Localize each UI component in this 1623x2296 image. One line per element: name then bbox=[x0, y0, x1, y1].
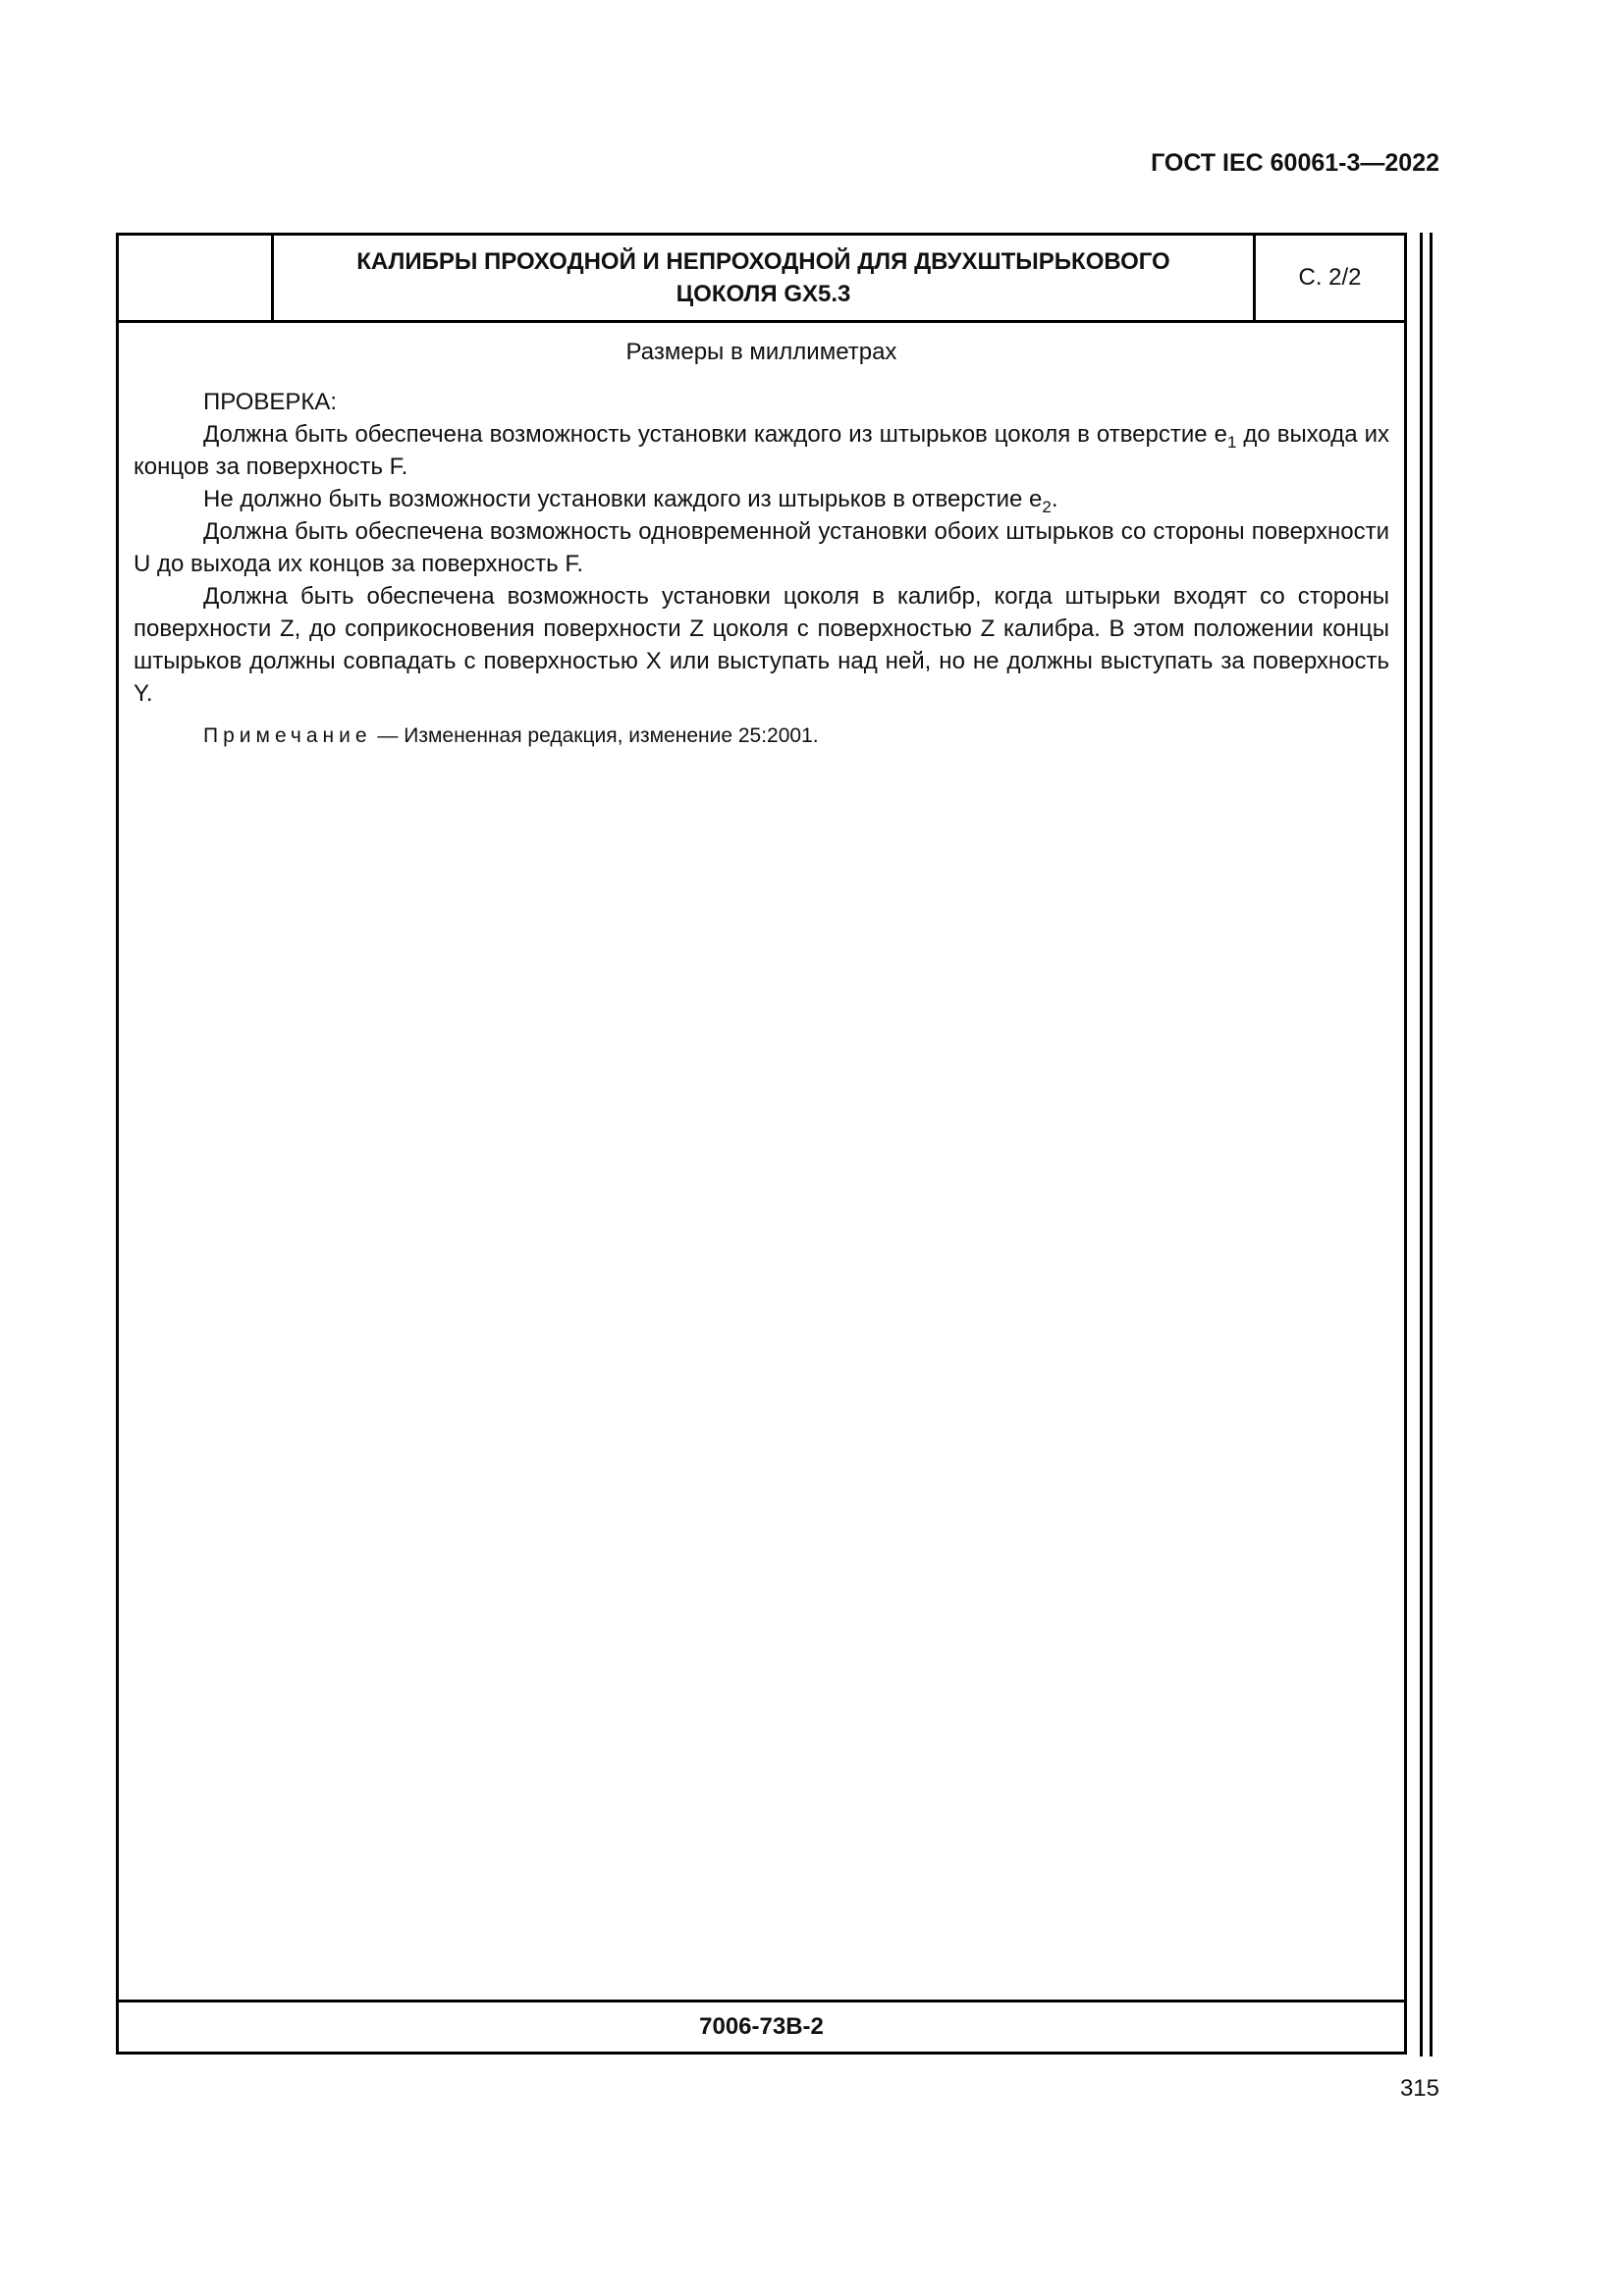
paragraph-3: Должна быть обеспечена возможность одновременной установки обоих штырьков со стороны поверхности U до выхода их концов за поверхность F. bbox=[134, 518, 1389, 577]
note bbox=[134, 720, 1389, 752]
note-label: Примечание bbox=[203, 724, 372, 747]
document-standard-header: ГОСТ IEC 60061-3—2022 bbox=[1151, 149, 1439, 177]
paragraph-4: Должна быть обеспечена возможность установки цоколя в калибр, когда штырьки входят со стороны поверхности Z, до соприкосновения поверхности Z цоколя с поверхностью Z калибра. В этом положении концы штырьков должны совпадать с поверхностью X или выступать над ней, но не должны выступать за поверхность Y. bbox=[134, 583, 1389, 707]
sheet-title-line2: ЦОКОЛЯ GX5.3 bbox=[676, 281, 851, 307]
frame-double-line-1 bbox=[1420, 233, 1423, 2056]
paragraph-1: Должна быть обеспечена возможность установки каждого из штырьков цоколя в отверстие $e_1$ до выхода их концов за поверхность F. bbox=[134, 421, 1389, 480]
check-heading: ПРОВЕРКА: bbox=[203, 389, 338, 415]
frame-double-line-2 bbox=[1430, 233, 1433, 2056]
paragraph-2: Не должно быть возможности установки каждого из штырьков в отверстие $e_2$. bbox=[203, 486, 1058, 516]
sheet-title bbox=[274, 236, 1256, 320]
sheet-number: С. 2/2 bbox=[1298, 264, 1362, 291]
title-block bbox=[119, 236, 1404, 323]
units-note: Размеры в миллиметрах bbox=[625, 339, 897, 365]
title-block-empty-cell bbox=[119, 236, 274, 320]
body-text bbox=[134, 386, 1389, 752]
sheet-title-line1: КАЛИБРЫ ПРОХОДНОЙ И НЕПРОХОДНОЙ ДЛЯ ДВУХШТЫРЬКОВОГО bbox=[356, 248, 1170, 275]
sheet-frame bbox=[116, 233, 1407, 2055]
note-text: — Измененная редакция, изменение 25:2001. bbox=[371, 724, 819, 747]
page-number: 315 bbox=[1399, 2075, 1439, 2102]
sheet-code: 7006-73B-2 bbox=[119, 2000, 1404, 2052]
